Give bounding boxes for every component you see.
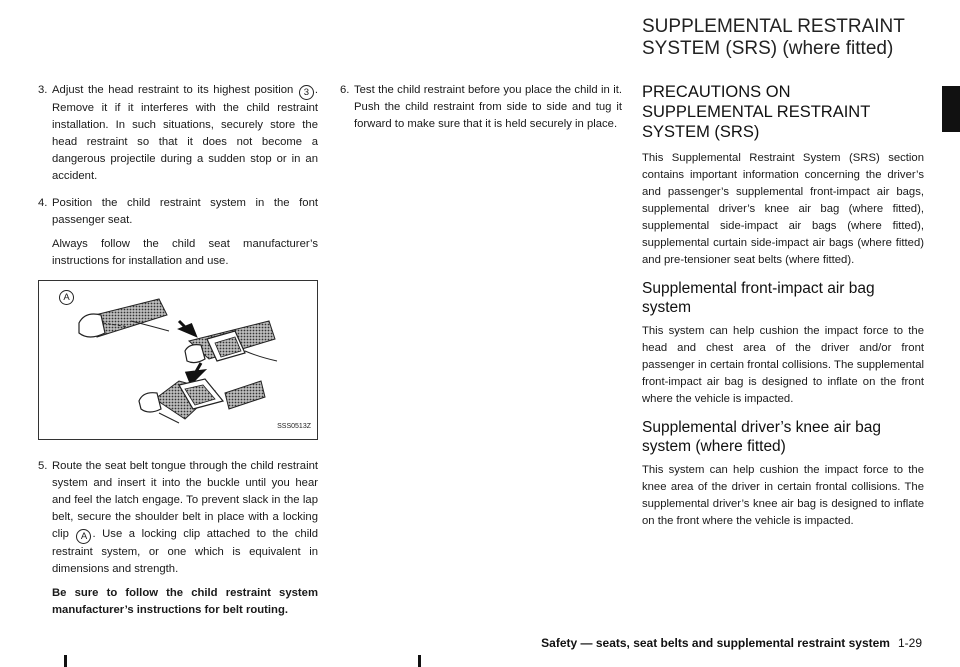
- header-title-line2: SYSTEM (SRS) (where fitted): [642, 38, 894, 59]
- step-number: 5.: [38, 460, 48, 472]
- right-column: [642, 82, 924, 534]
- section-intro-text: This Supplemental Restraint System (SRS) section contains important information concerning the driver’s and passenger’s supplemental front-impact air bags, supplemental driver’s knee air bag (where fitted), supplemental side-impact air bags (where fitted), supplemental curtain side-impact air bags (where fitted) and pre-tensioner seat belts (where fitted).: [642, 152, 924, 266]
- section-heading: PRECAUTIONS ON SUPPLEMENTAL RESTRAINT SYSTEM (SRS): [642, 83, 870, 141]
- step-6: [340, 82, 622, 133]
- page-footer: [541, 636, 922, 650]
- head-restraint-ref-badge: 3: [299, 85, 314, 100]
- crop-mark: [418, 655, 421, 667]
- front-airbag-heading: Supplemental front-impact air bag system: [642, 280, 875, 316]
- knee-airbag-text: This system can help cushion the impact force to the knee area of the driver in certain frontal collisions. The supplemental driver’s knee air bag is designed to inflate on the front where the vehicle is impacted.: [642, 464, 924, 527]
- page-number: 1-29: [897, 636, 922, 650]
- step-5-text: [52, 458, 318, 578]
- left-column: [38, 82, 318, 629]
- seat-belt-clip-drawing: [39, 281, 317, 439]
- figure-code: SSS0513Z: [277, 423, 311, 430]
- belt-routing-warning: Be sure to follow the child restraint system manufacturer’s instructions for belt routing.: [52, 587, 318, 616]
- step-text: [52, 82, 318, 185]
- step-4-text: Position the child restraint system in the font passenger seat.: [52, 197, 318, 226]
- step-4: [38, 195, 318, 270]
- locking-clip-ref-badge: A: [76, 529, 91, 544]
- step-5-text-a: Route the seat belt tongue through the child restraint system and insert it into the buckle until you hear and feel the latch engage. To prevent slack in the lap belt, secure the shoulder belt in place with a locking clip: [52, 460, 318, 540]
- locking-clip-callout: A: [59, 290, 74, 305]
- step-5: [38, 458, 318, 619]
- knee-airbag-heading: Supplemental driver’s knee air bag system (where fitted): [642, 419, 881, 455]
- chapter-tab-marker: [942, 86, 960, 132]
- crop-mark: [64, 655, 67, 667]
- step-6-text: Test the child restraint before you place the child in it. Push the child restraint from side to side and tug it forward to make sure that it is held securely in place.: [354, 84, 622, 130]
- header-title-line1: SUPPLEMENTAL RESTRAINT: [642, 16, 905, 37]
- step-3-text-a: Adjust the head restraint to its highest position: [52, 84, 298, 96]
- step-5-text-b: . Use a locking clip attached to the child restraint system, or one which is equivalent in dimensions and strength.: [52, 528, 319, 575]
- page-header-title: [642, 16, 942, 60]
- step-3: [38, 82, 318, 185]
- step-number: 3.: [38, 84, 48, 96]
- step-number: 4.: [38, 197, 48, 209]
- footer-section-name: Safety — seats, seat belts and supplemental restraint system: [541, 636, 890, 650]
- step-4-note: Always follow the child seat manufacturer’s instructions for installation and use.: [52, 238, 318, 267]
- front-airbag-text: This system can help cushion the impact force to the head and chest area of the driver and/or front passenger in certain frontal collisions. The supplemental front-impact air bag is designed to inflate on the front where the vehicle is impacted.: [642, 325, 924, 405]
- locking-clip-illustration: [38, 280, 318, 440]
- step-number: 6.: [340, 84, 350, 96]
- middle-column: [340, 82, 622, 143]
- step-3-text-b: . Remove it if it interferes with the child restraint installation. In such situations, securely store the head restraint so that it does not become a dangerous projectile during a sudden stop or in an accident.: [52, 84, 318, 182]
